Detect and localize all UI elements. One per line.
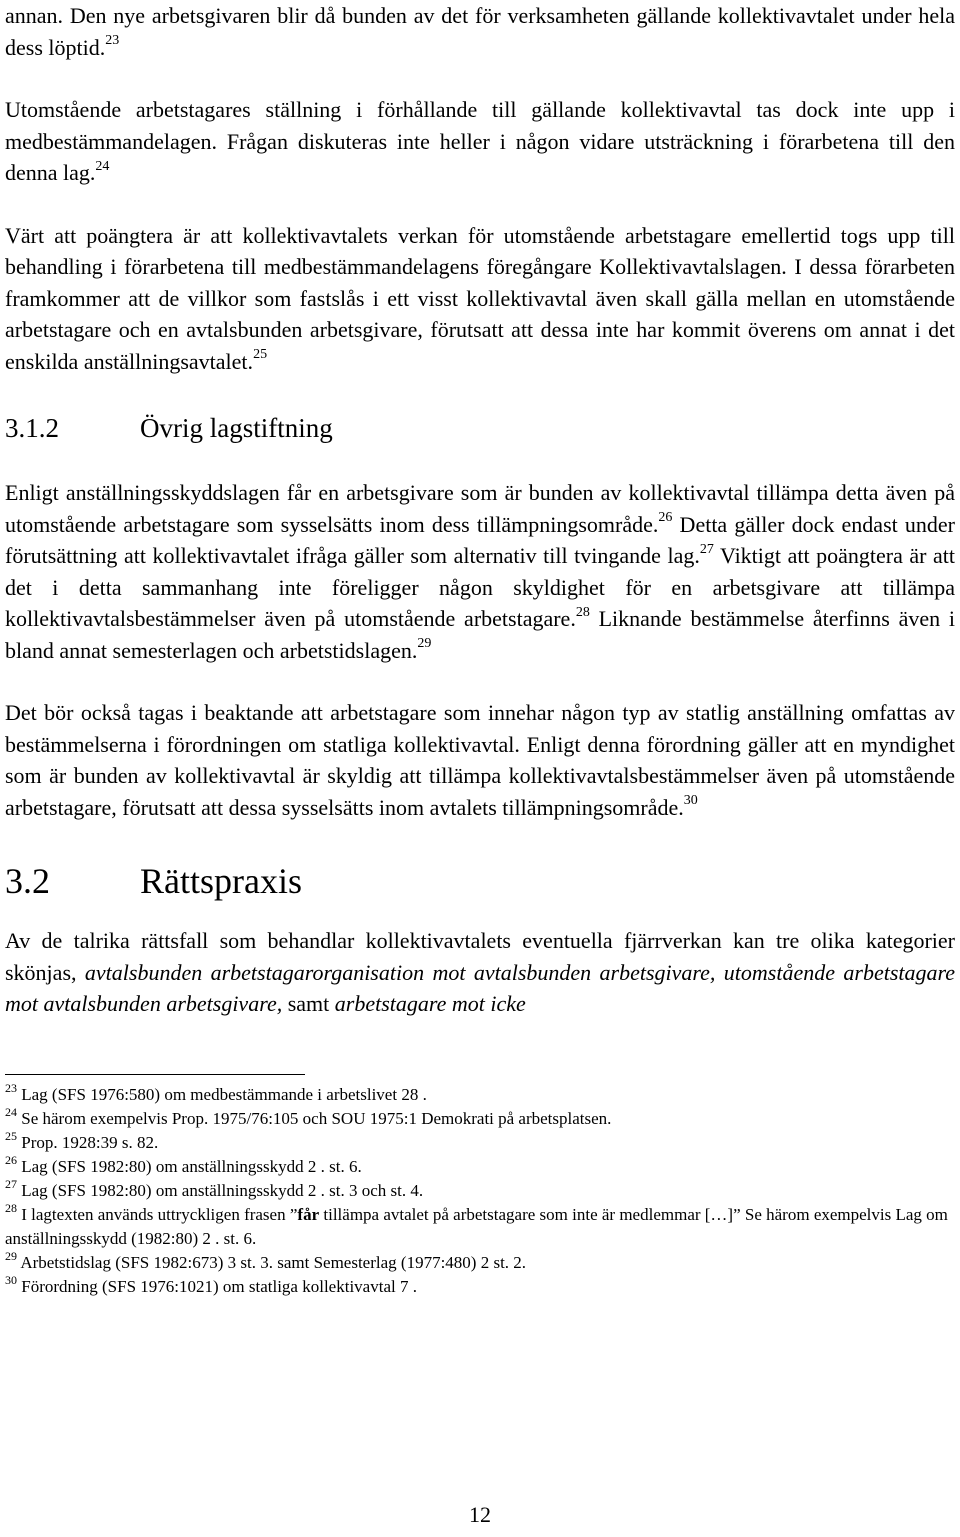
footnotes xyxy=(5,1080,955,1299)
section-number: 3.2 xyxy=(5,861,50,901)
paragraph-employment-protection: Enligt anställningsskyddslagen får en arbetsgivare som är bunden av kollektivavtal tillämpa detta även på utomstående arbetstagare som sysselsätts inom dess tillämpningsområde.$^{26}$ Detta gäller dock endast under förutsättning att kollektivavtalet ifråga gäller som alternativ till tvingande lag.$^{27}$ Viktigt att poängtera är att det i detta sammanhang inte föreligger någon skyldighet för en arbetsgivare att tillämpa kollektivavtalsbestämmelser även på utomstående arbetstagare.$^{28}$ Liknande bestämmelse återfinns även i bland annat semesterlagen och arbetstidslagen.$^{29}$ xyxy=(5,480,956,663)
footnote: $^{27}$ Lag (SFS 1982:80) om anställningsskydd 2 . st. 3 och st. 4. xyxy=(5,1176,424,1200)
footnote-ref: 26 xyxy=(658,510,673,526)
footnote-ref: 30 xyxy=(683,793,698,809)
footnote-ref: 28 xyxy=(575,604,590,620)
footnote: $^{29}$ Arbetstidslag (SFS 1982:673) 3 st. 3. samt Semesterlag (1977:480) 2 st. 2. xyxy=(5,1248,527,1272)
footnote-ref: 25 xyxy=(253,347,268,363)
footnote-ref: 24 xyxy=(95,158,110,174)
paragraph-case-law: Av de talrika rättsfall som behandlar kollektivavtalets eventuella fjärrverkan kan tre olika kategorier skönjas, avtalsbunden arbetstagarorganisation mot avtalsbunden arbetsgivare, utomstående arbetstagare mot avtalsbunden arbetsgivare, samt arbetstagare mot icke xyxy=(5,928,956,1016)
footnote: $^{25}$ Prop. 1928:39 s. 82. xyxy=(5,1128,159,1152)
footnote-ref: 29 xyxy=(417,636,432,652)
paragraph-state-employment: Det bör också tagas i beaktande att arbetstagare som innehar någon typ av statlig anställning omfattas av bestämmelserna i förordningen om statliga kollektivavtal. Enligt denna förordning gäller att en myndighet som är bunden av kollektivavtal är skyldig att tillämpa kollektivavtalsbestämmelser även på utomstående arbetstagare, förutsatt att dessa sysselsätts inom avtalets tillämpningsområde.$^{30}$ xyxy=(5,700,955,820)
footnote: $^{28}$ I lagtexten används uttryckligen frasen ”får tillämpa avtalet på arbetstagare som inte är medlemmar […]” Se härom exempelvis Lag om anställningsskydd (1982:80) 2 . st. 6. xyxy=(5,1200,948,1248)
paragraph-outside-workers: Utomstående arbetstagares ställning i förhållande till gällande kollektivavtal tas dock inte upp i medbestämmandelagen. Frågan diskuteras inte heller i någon vidare utsträckning i förarbetena till den denna lag.$^{24}$ xyxy=(5,97,955,185)
section-title: Rättspraxis xyxy=(140,861,302,901)
footnote: $^{30}$ Förordning (SFS 1976:1021) om statliga kollektivavtal 7 . xyxy=(5,1272,417,1296)
document-page xyxy=(5,0,955,1299)
footnote-ref: 23 xyxy=(105,33,120,49)
section-heading-3-1-2 xyxy=(5,411,955,445)
footnote: $^{24}$ Se härom exempelvis Prop. 1975/76:105 och SOU 1975:1 Demokrati på arbetsplatsen. xyxy=(5,1104,612,1128)
section-title: Övrig lagstiftning xyxy=(140,413,333,443)
footnote-ref: 27 xyxy=(699,541,714,557)
footnote: $^{26}$ Lag (SFS 1982:80) om anställningsskydd 2 . st. 6. xyxy=(5,1152,362,1176)
section-heading-3-2 xyxy=(5,859,955,903)
footnote: $^{23}$ Lag (SFS 1976:580) om medbestämmande i arbetslivet 28 . xyxy=(5,1080,427,1104)
section-number: 3.1.2 xyxy=(5,413,59,443)
paragraph-continuation: annan. Den nye arbetsgivaren blir då bunden av det för verksamheten gällande kollektivavtalet under hela dess löptid.$^{23}$ xyxy=(5,3,955,60)
footnote-separator xyxy=(5,1074,305,1075)
page-number: 12 xyxy=(469,1502,491,1527)
paragraph-preparatory-works: Värt att poängtera är att kollektivavtalets verkan för utomstående arbetstagare emellertid togs upp till behandling i förarbetena till medbestämmandelagens föregångare Kollektivavtalslagen. I dessa förarbeten framkommer att de villkor som fastslås i ett visst kollektivavtal även skall gälla mellan en utomstående arbetstagare och en avtalsbunden arbetsgivare, förutsatt att dessa inte har kommit överens om annat i det enskilda anställningsavtalet.$^{25}$ xyxy=(5,222,955,374)
